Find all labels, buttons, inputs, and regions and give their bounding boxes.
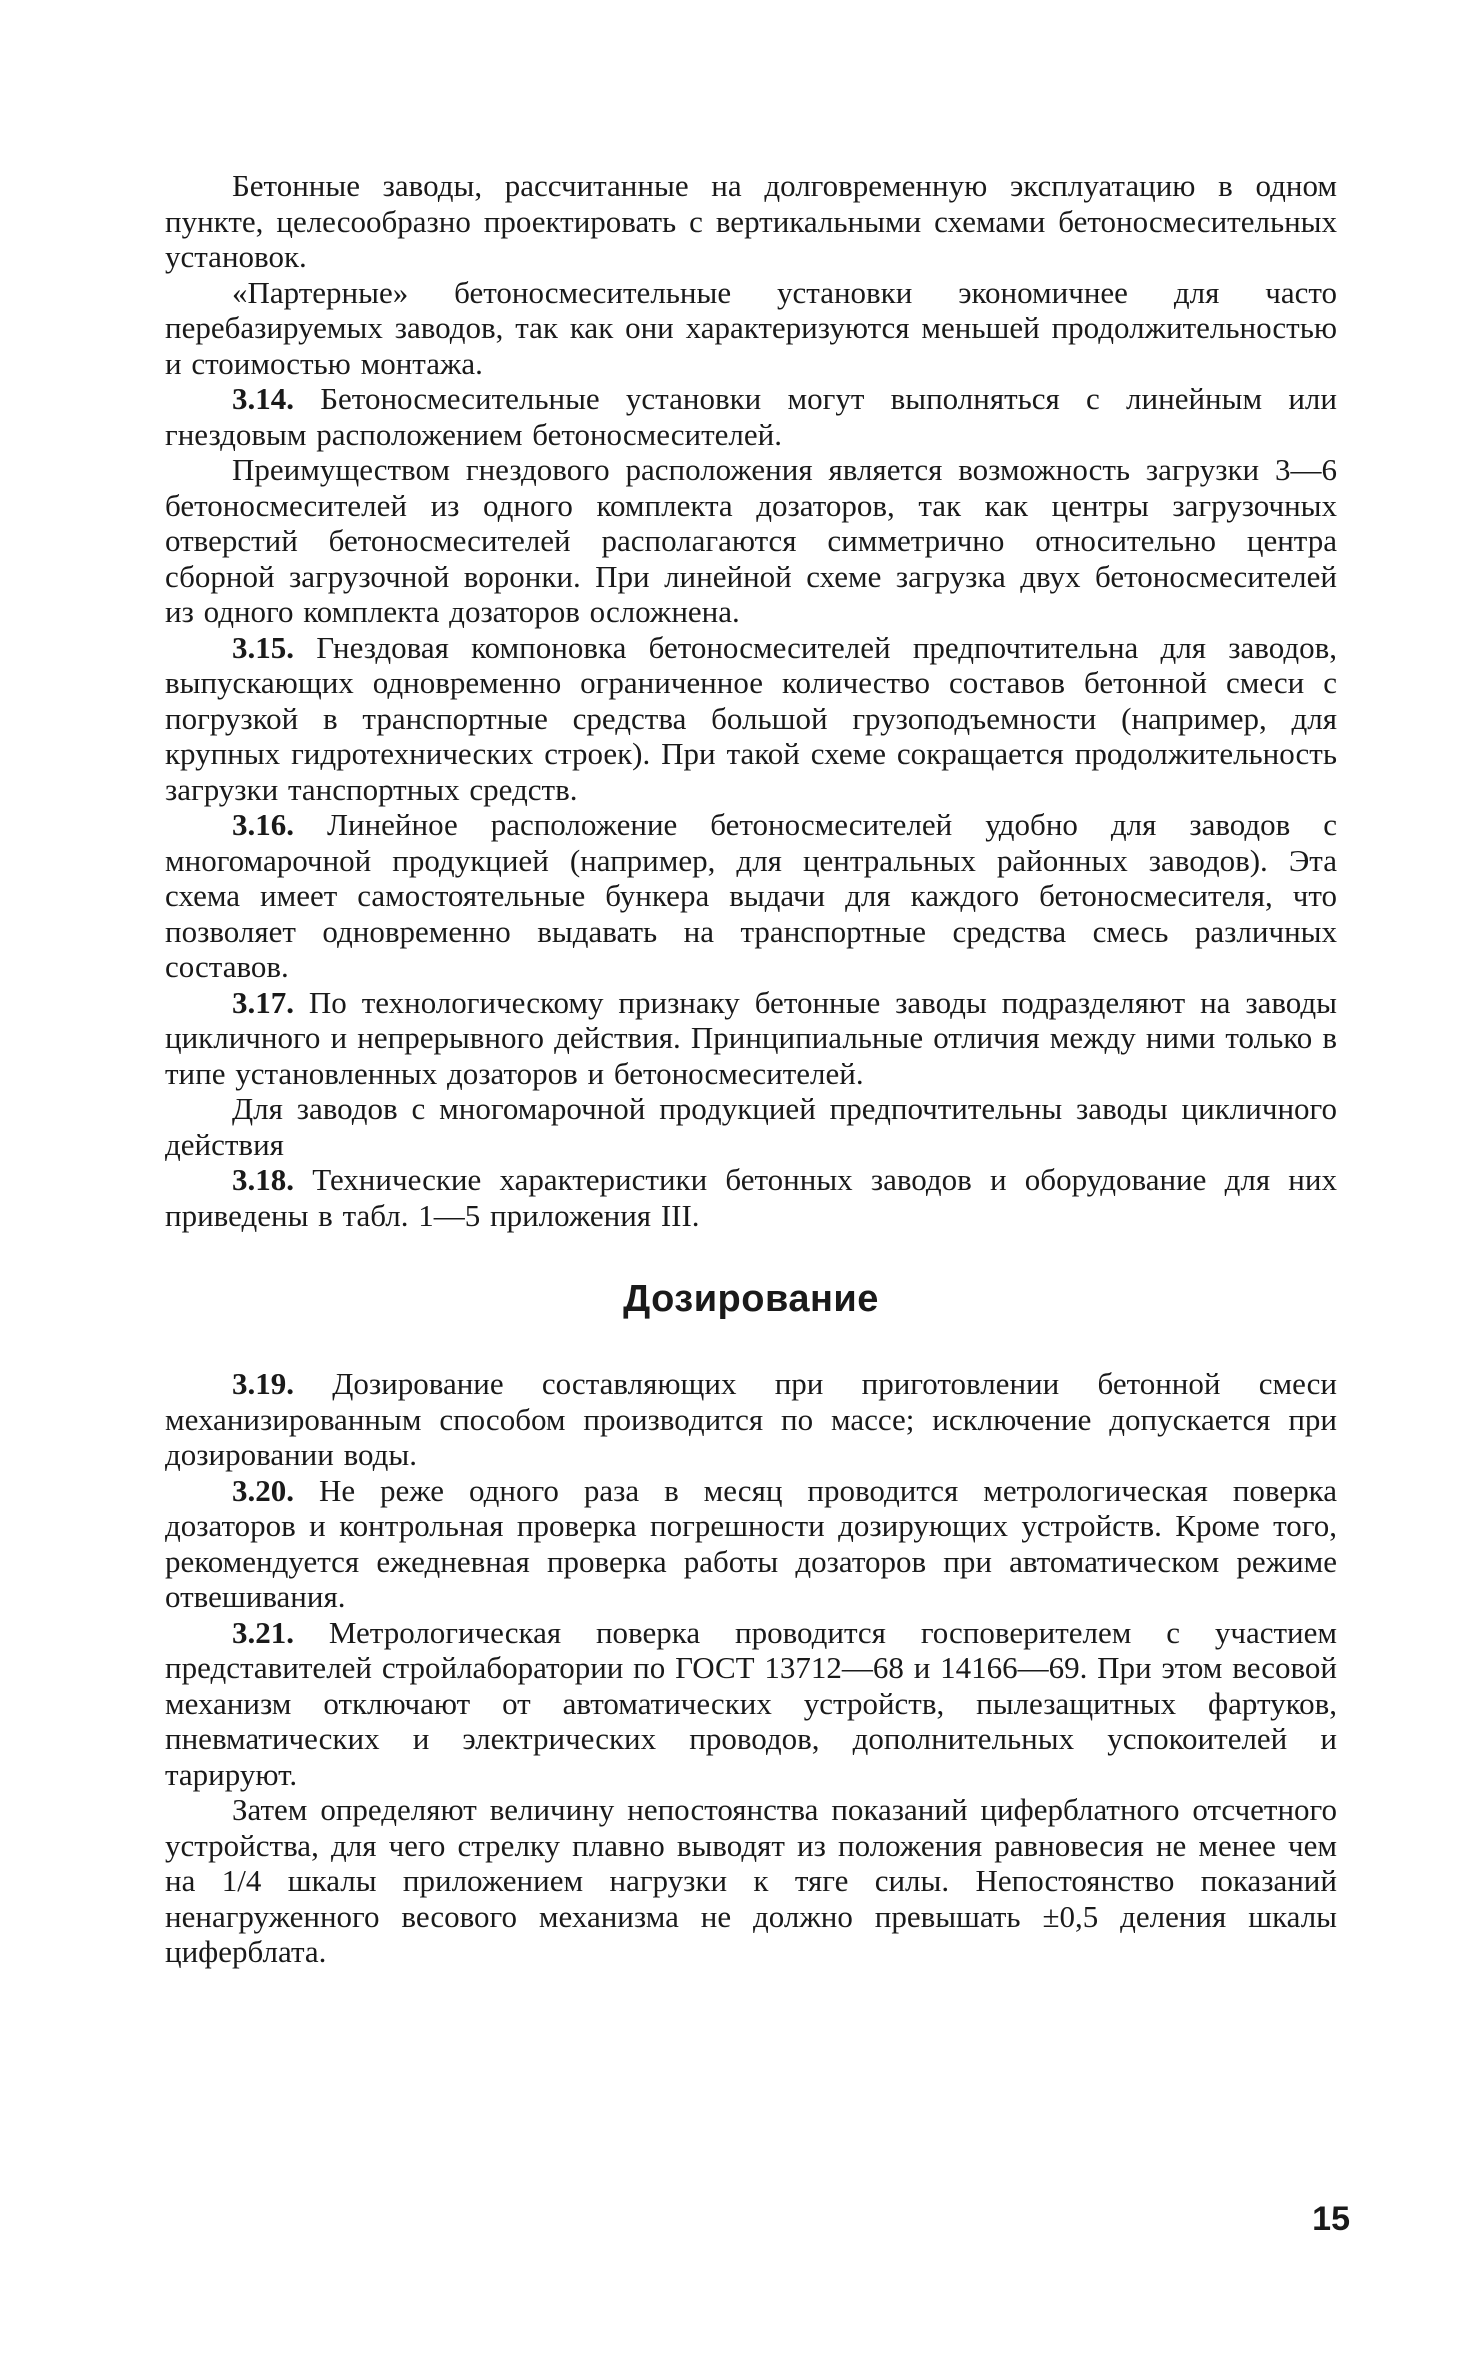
- section-dosing: [165, 1366, 1337, 1792]
- section-heading: Дозирование: [623, 1278, 879, 1320]
- paragraph: [165, 1473, 1337, 1615]
- paragraph: [165, 1366, 1337, 1473]
- clause-number: 3.18.: [232, 1162, 294, 1197]
- paragraph: [165, 275, 1337, 382]
- paragraph-text: Преимуществом гнездового расположения является возможность загрузки 3—6 бетоносмесителей из одного комплекта дозаторов, так как центры загрузочных отверстий бетоносмесителей располагаются симметрично относительно центра сборной загрузочной воронки. При линейной схеме загрузка двух бетоносмесителей из одного комплекта дозаторов осложнена.: [165, 452, 1337, 629]
- paragraph-text: Не реже одного раза в месяц проводится метрологическая поверка дозаторов и контрольная проверка погрешности дозирующих устройств. Кроме того, рекомендуется ежедневная проверка работы дозаторов при автоматическом режиме отвешивания.: [165, 1472, 1337, 1614]
- paragraph-text: Затем определяют величину непостоянства показаний циферблатного отсчетного устройства, для чего стрелку плавно выводят из положения равновесия не менее чем на: [165, 1792, 1337, 1898]
- paragraph-text: Бетонные заводы, рассчитанные на долговременную эксплуатацию в одном пункте, целесообразно проектировать с вертикальными схемами бетоносмесительных установок.: [165, 168, 1337, 274]
- paragraph-text: шкалы приложением нагрузки к тяге силы. Непостоянство показаний ненагруженного весового механизма не должно превышать ±0,5 деления шкалы циферблата.: [165, 1863, 1337, 1969]
- clause-number: 3.21.: [232, 1614, 294, 1650]
- clause-number: 3.20.: [232, 1472, 294, 1508]
- paragraph-text: «Партерные» бетоносмесительные установки экономичнее для часто перебазируемых заводов, так как они характеризуются меньшей продолжительностью и стоимостью монтажа.: [165, 274, 1337, 381]
- paragraph: [165, 1162, 1337, 1233]
- clause-number: 3.19.: [232, 1366, 294, 1401]
- paragraph-text: Для заводов с многомарочной продукцией предпочтительны заводы цикличного действия: [165, 1091, 1337, 1162]
- paragraph-text: По технологическому признаку бетонные заводы подразделяют на заводы цикличного и непрерывного действия. Принципиальные отличия между ними только в типе установленных дозаторов и бетоносмесителей.: [165, 984, 1337, 1091]
- paragraph: [165, 630, 1337, 808]
- paragraph-text: Линейное расположение бетоносмесителей удобно для заводов с многомарочной продукцией (например, для центральных районных заводов). Эта схема имеет самостоятельные бункера выдачи для каждого бетоносмесителя, что позволяет одновременно выдавать на транспортные средства смесь различных составов.: [165, 807, 1337, 984]
- section-plants: [165, 168, 1337, 1233]
- clause-number: 3.17.: [232, 984, 294, 1020]
- clause-number: 3.16.: [232, 807, 294, 842]
- paragraph: [165, 381, 1337, 452]
- paragraph-3-21-continuation: [165, 1792, 1337, 1970]
- fraction-quarter: 1/4: [221, 1863, 262, 1898]
- paragraph: [165, 807, 1337, 985]
- page-body: [165, 168, 1337, 1970]
- paragraph: [165, 452, 1337, 630]
- paragraph-text: Бетоносмесительные установки могут выполняться с линейным или гнездовым расположением бетоносмесителей.: [165, 381, 1337, 452]
- paragraph-text: Метрологическая поверка проводится госповерителем с участием представителей стройлаборатории по ГОСТ 13712—68 и 14166—69. При этом весовой механизм отключают от автоматических устройств, пылезащитных фартуков, пневматических и электрических проводов, дополнительных успокоителей и тарируют.: [165, 1614, 1337, 1792]
- paragraph-text: Гнездовая компоновка бетоносмесителей предпочтительна для заводов, выпускающих одновременно ограниченное количество составов бетонной смеси с погрузкой в транспортные средства большой грузоподъемности (например, для крупных гидротехнических строек). При такой схеме сокращается продолжительность загрузки танспортных средств.: [165, 629, 1337, 807]
- paragraph: [165, 1091, 1337, 1162]
- paragraph: [165, 1615, 1337, 1793]
- paragraph: [165, 168, 1337, 275]
- clause-number: 3.15.: [232, 629, 294, 665]
- paragraph: [165, 985, 1337, 1092]
- paragraph-text: Технические характеристики бетонных заводов и оборудование для них приведены в табл. 1—5 приложения III.: [165, 1162, 1337, 1233]
- clause-number: 3.14.: [232, 381, 294, 416]
- paragraph-text: Дозирование составляющих при приготовлении бетонной смеси механизированным способом производится по массе; исключение допускается при дозировании воды.: [165, 1366, 1337, 1472]
- page-number: 15: [1312, 2200, 1350, 2238]
